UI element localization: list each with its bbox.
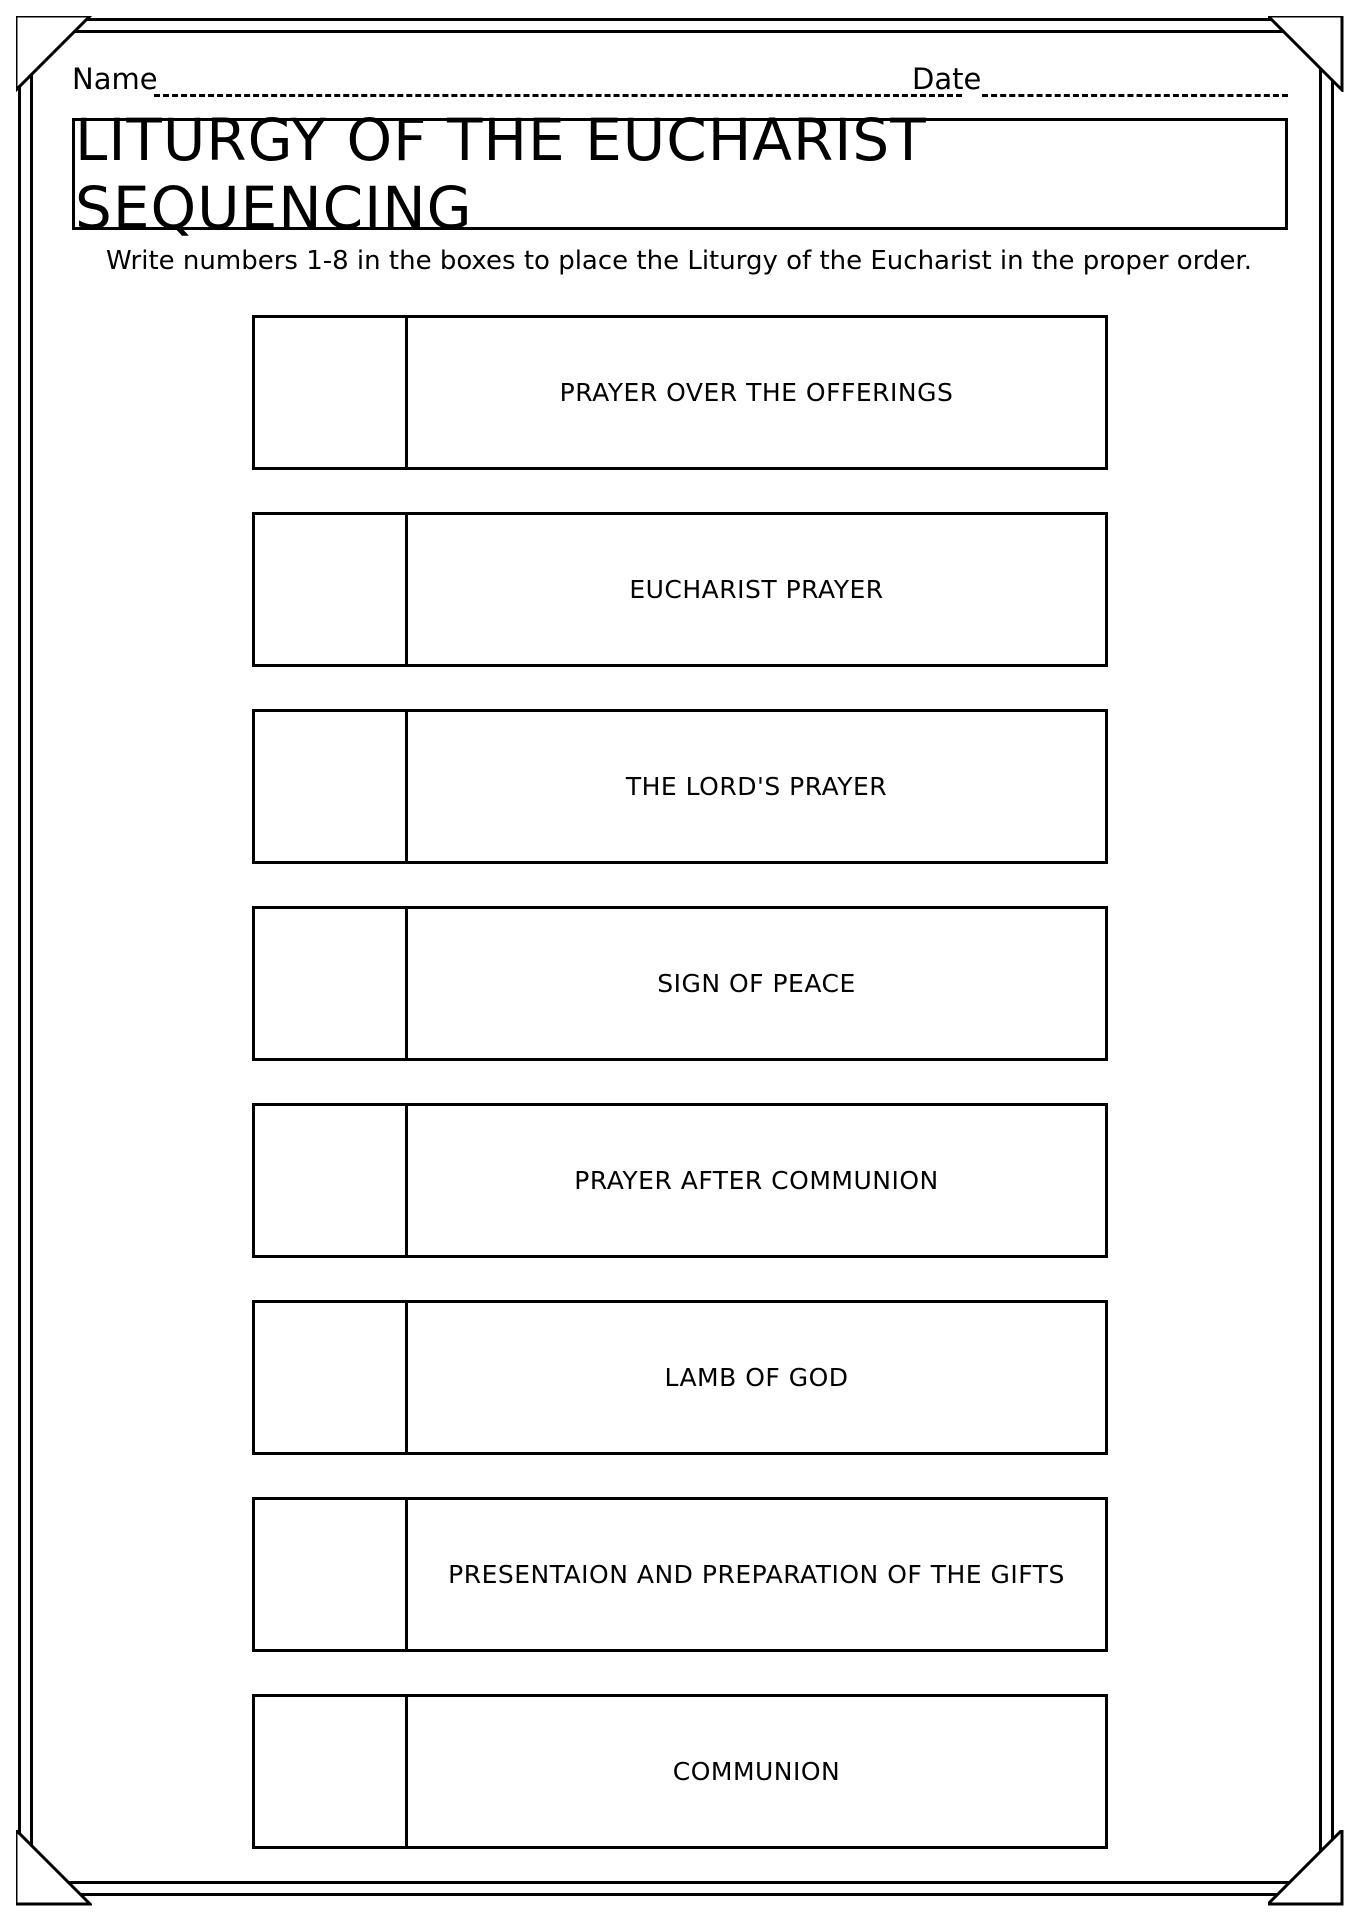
name-field[interactable] (154, 94, 962, 97)
sequence-item (252, 315, 1108, 470)
number-box[interactable] (255, 318, 408, 467)
number-box[interactable] (255, 515, 408, 664)
item-label: THE LORD'S PRAYER (625, 772, 888, 801)
item-label: COMMUNION (672, 1757, 841, 1786)
name-label: Name (72, 62, 158, 96)
sequence-item (252, 709, 1108, 864)
number-box[interactable] (255, 1303, 408, 1452)
sequence-item (252, 1497, 1108, 1652)
sequence-item (252, 1300, 1108, 1455)
date-field[interactable] (982, 94, 1288, 97)
instructions: Write numbers 1-8 in the boxes to place the Liturgy of the Eucharist in the proper order. (106, 246, 1252, 276)
number-box[interactable] (255, 1500, 408, 1649)
sequence-item (252, 1103, 1108, 1258)
page-title: LITURGY OF THE EUCHARIST SEQUENCING (75, 106, 927, 242)
number-box[interactable] (255, 909, 408, 1058)
number-box[interactable] (255, 1697, 408, 1846)
item-label: EUCHARIST PRAYER (629, 575, 884, 604)
item-label: SIGN OF PEACE (657, 969, 856, 998)
item-label: PRAYER AFTER COMMUNION (574, 1166, 939, 1195)
sequence-item (252, 906, 1108, 1061)
number-box[interactable] (255, 712, 408, 861)
item-label: PRESENTAION AND PREPARATION OF THE GIFTS (448, 1560, 1065, 1589)
header-row (72, 62, 1288, 102)
sequence-item (252, 1694, 1108, 1849)
date-label: Date (912, 62, 982, 96)
title-box (72, 106, 1288, 242)
sequence-item (252, 512, 1108, 667)
item-label: LAMB OF GOD (664, 1363, 849, 1392)
item-label: PRAYER OVER THE OFFERINGS (559, 378, 954, 407)
number-box[interactable] (255, 1106, 408, 1255)
